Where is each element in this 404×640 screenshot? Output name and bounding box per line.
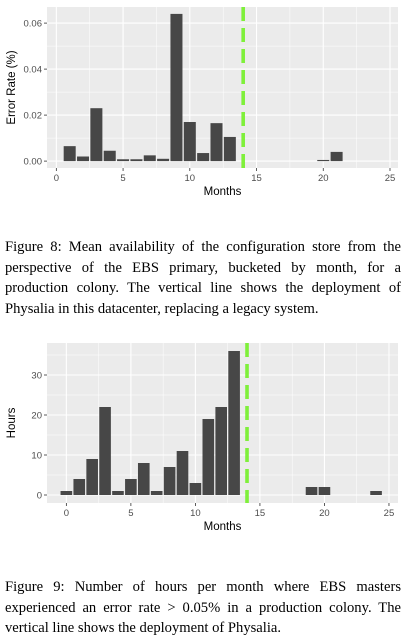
chart2-x-tick-label: 0 <box>63 508 70 519</box>
chart1-bar <box>317 160 329 161</box>
chart2-y-tick-label: 10 <box>31 450 42 462</box>
chart1-x-tick-label: 25 <box>384 173 396 184</box>
chart1-x-tick-label: 10 <box>184 173 196 184</box>
chart1-bar <box>117 159 129 161</box>
chart2-bar <box>190 483 202 495</box>
chart2-y-axis-title: Hours <box>6 407 18 439</box>
chart1-x-tick-label: 20 <box>317 173 329 184</box>
chart2-bar <box>112 491 124 495</box>
chart2-bar <box>228 351 240 495</box>
chart2-bar <box>73 479 85 495</box>
figure-9-chart <box>0 338 404 534</box>
chart1-bar <box>224 137 236 161</box>
chart1-bar <box>130 159 142 161</box>
chart2-bar <box>61 491 73 495</box>
chart2-bar <box>177 451 189 495</box>
chart1-bar <box>90 108 102 161</box>
figure-9-caption: Figure 9: Number of hours per month where EBS masters experienced an error rate > 0.05% in a production colony. The vertical line shows the deployment of Physalia. <box>5 579 401 636</box>
chart1-y-tick-label: 0.00 <box>23 156 42 168</box>
chart1-x-tick-label: 15 <box>251 173 262 184</box>
chart1-bar <box>210 123 222 161</box>
chart2-x-tick-label: 25 <box>383 508 395 519</box>
chart2-bar <box>151 491 163 495</box>
chart1-y-tick-label: 0.02 <box>23 110 42 122</box>
chart2-x-tick-label: 20 <box>319 508 330 519</box>
chart1-bar <box>157 159 169 161</box>
figure-8-caption: Figure 8: Mean availability of the configuration store from the perspective of the EBS primary, bucketed by month, for a production colony. The vertical line shows the deployment of Physalia in this datacenter, replacing a legacy system. <box>5 239 401 317</box>
chart2-x-axis-title: Months <box>203 521 242 533</box>
chart2-bar <box>215 407 227 495</box>
chart1-bar <box>184 122 196 161</box>
chart2-x-tick-label: 15 <box>254 508 266 519</box>
chart2-x-tick-label: 10 <box>190 508 201 519</box>
chart1-bar <box>77 157 89 162</box>
chart2-bar <box>138 463 150 495</box>
chart2-bar <box>125 479 137 495</box>
chart1-bar <box>64 146 76 161</box>
chart2-y-tick-label: 30 <box>31 370 42 382</box>
chart1-x-tick-label: 0 <box>53 173 59 184</box>
chart2-bar <box>164 467 176 495</box>
chart1-bar <box>170 14 182 161</box>
figure-8-chart <box>0 0 404 200</box>
chart1-bar <box>331 152 343 161</box>
chart1-bar <box>104 151 116 161</box>
chart2-y-tick-label: 20 <box>31 410 42 422</box>
chart1-x-axis-title: Months <box>203 186 242 198</box>
chart2-bar <box>202 419 214 495</box>
chart2-y-tick-label: 0 <box>36 490 42 502</box>
chart2-bar <box>370 491 382 495</box>
chart2-bar <box>306 487 318 495</box>
chart2-x-tick-label: 5 <box>128 508 134 519</box>
chart2-bar <box>99 407 111 495</box>
chart2-bar <box>319 487 331 495</box>
chart2-bar <box>86 459 98 495</box>
chart1-x-tick-label: 5 <box>120 173 126 184</box>
chart1-y-tick-label: 0.06 <box>23 18 42 30</box>
chart1-y-axis-title: Error Rate (%) <box>6 50 18 125</box>
chart1-bar <box>197 153 209 161</box>
chart1-bar <box>144 155 156 161</box>
chart1-y-tick-label: 0.04 <box>23 64 42 76</box>
